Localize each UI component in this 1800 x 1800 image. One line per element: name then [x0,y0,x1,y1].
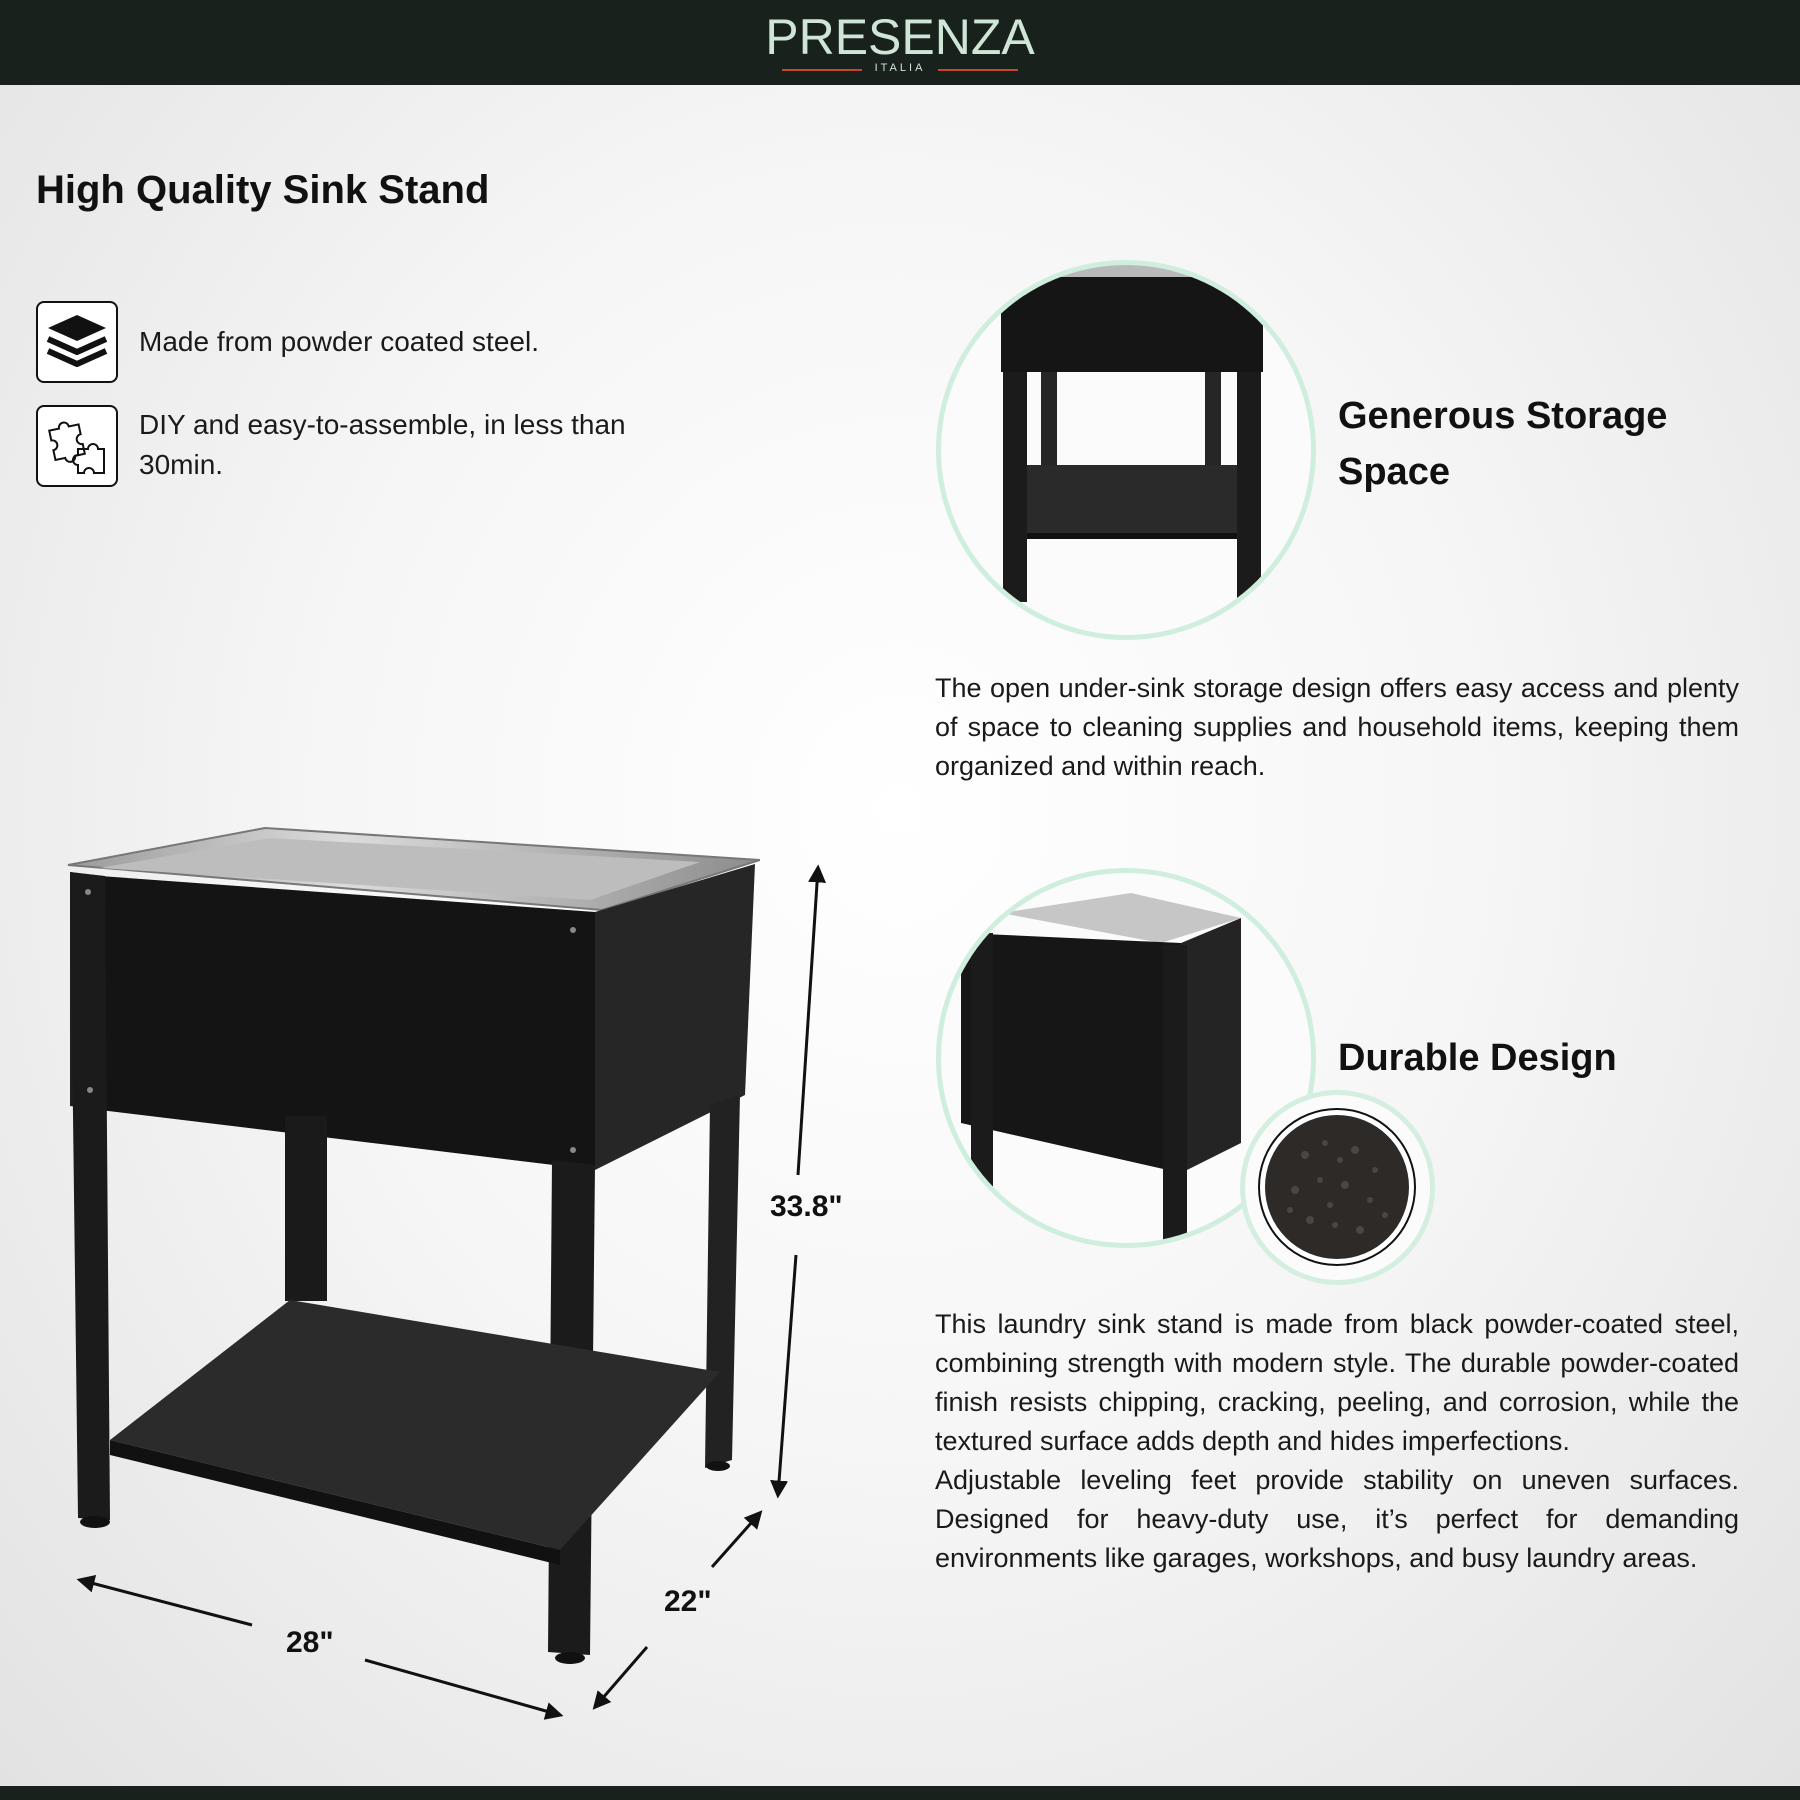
brand-subtitle [782,62,1018,76]
page-title: High Quality Sink Stand [36,168,490,212]
header-bar [0,0,1800,85]
durable-paragraph-2: Adjustable leveling feet provide stability on uneven surfaces. Designed for heavy-duty use, it’s perfect for demanding environments like garages, workshops, and busy laundry areas. [935,1465,1739,1573]
durable-section-title: Durable Design [1338,1037,1617,1079]
brand-logo: PRESENZA [765,9,1035,65]
dimension-depth-label: 22" [664,1585,712,1618]
durable-paragraph-1: This laundry sink stand is made from black powder-coated steel, combining strength with modern style. The durable powder-coated finish resists chipping, cracking, peeling, and corrosion, while the textured surface adds depth and hides imperfections. [935,1309,1739,1456]
dimension-arrows [60,850,860,1730]
durable-section-text [935,1305,1739,1578]
dimension-width-label: 28" [286,1626,334,1659]
dimension-height-label: 33.8" [770,1190,843,1223]
feature-text-steel: Made from powder coated steel. [139,326,539,357]
storage-section-title: Generous Storage Space [1338,395,1668,493]
brand-subtitle-text: ITALIA [874,62,926,74]
brand-divider-right [938,69,1018,71]
storage-detail-image [936,260,1316,640]
texture-closeup-image [1240,1090,1435,1285]
layers-icon [36,301,118,383]
brand-divider-left [782,69,862,71]
footer-bar [0,1786,1800,1800]
storage-section-text [935,669,1739,786]
feature-text-assembly: DIY and easy-to-assemble, in less than 30min. [139,409,626,480]
puzzle-icon [36,405,118,487]
storage-section-paragraph: The open under-sink storage design offers easy access and plenty of space to cleaning supplies and household items, keeping them organized and within reach. [935,673,1739,781]
